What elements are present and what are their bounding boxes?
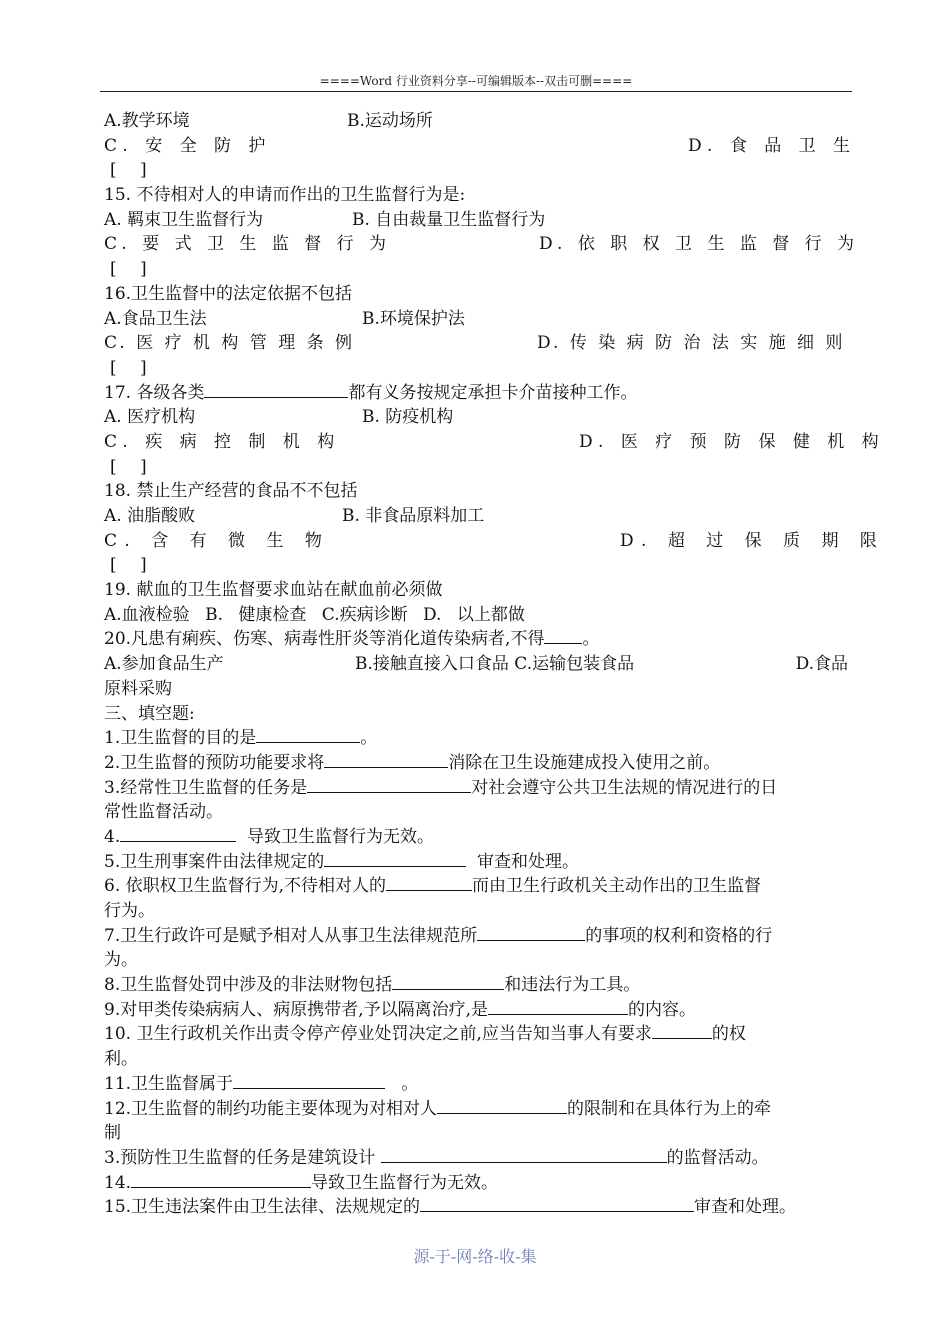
q20-options-cont: 原料采购 <box>104 678 172 699</box>
question-17 <box>104 381 848 406</box>
fill-blank[interactable] <box>324 865 466 867</box>
fill-10 <box>104 1022 848 1047</box>
question-text: 对社会遵守公共卫生法规的情况进行的日 <box>471 777 778 798</box>
question-text: 12.卫生监督的制约功能主要体现为对相对人 <box>104 1098 438 1119</box>
question-text: 3.经常性卫生监督的任务是 <box>104 777 308 798</box>
fill-11 <box>104 1072 848 1097</box>
option-d: D. 医 疗 预 防 保 健 机 构 <box>579 431 885 452</box>
answer-bracket: [ ] <box>110 160 147 181</box>
fill-blank[interactable] <box>256 741 360 743</box>
question-text: 的权 <box>711 1024 746 1045</box>
question-text: 14. <box>104 1172 132 1193</box>
question-text: 5.卫生刑事案件由法律规定的 <box>104 851 325 872</box>
option-b: B.环境保护法 <box>362 308 465 329</box>
fill-blank[interactable] <box>544 642 582 644</box>
option-c: C. 医 疗 机 构 管 理 条 例 <box>104 333 356 354</box>
option-a: A.教学环境 <box>104 111 190 131</box>
q14-options-cd <box>104 134 857 159</box>
fill-blank[interactable] <box>120 840 236 842</box>
answer-bracket: [ ] <box>110 555 147 576</box>
question-text: 10. 卫生行政机关作出责令停产停业处罚决定之前,应当告知当事人有要求 <box>104 1024 652 1045</box>
option-d: D. 依 职 权 卫 生 监 督 行 为 <box>539 234 860 255</box>
question-text: 2.卫生监督的预防功能要求将 <box>104 752 325 773</box>
fill-blank[interactable] <box>437 1112 567 1114</box>
document-body <box>104 109 885 1220</box>
fill-6 <box>104 874 848 899</box>
fill-1 <box>104 726 848 751</box>
option-bc: B.接触直接入口食品 C.运输包装食品 <box>355 654 635 675</box>
answer-bracket: [ ] <box>110 456 147 477</box>
option-b: B. 非食品原料加工 <box>342 506 485 526</box>
fill-blank[interactable] <box>488 1013 628 1015</box>
question-text: 7.卫生行政许可是赋予相对人从事卫生法律规范所 <box>104 925 478 946</box>
question-text: 审查和处理。 <box>477 851 580 872</box>
option-b: B. 自由裁量卫生监督行为 <box>352 209 546 230</box>
question-text: 而由卫生行政机关主动作出的卫生监督 <box>472 876 762 897</box>
q19-options: A.血液检验 B. 健康检查 C.疾病诊断 D. 以上都做 <box>104 604 525 625</box>
question-text: 都有义务按规定承担卡介苗接种工作。 <box>348 382 638 403</box>
q17-options-ab <box>104 405 848 430</box>
question-text: 11.卫生监督属于 <box>104 1073 234 1094</box>
question-text: 。 <box>401 1073 419 1094</box>
q15-options-cd <box>104 232 860 257</box>
question-text: 的事项的权利和资格的行 <box>585 925 773 946</box>
fill-12 <box>104 1097 848 1122</box>
option-b: B. 防疫机构 <box>362 407 454 428</box>
question-text: 8.卫生监督处罚中涉及的非法财物包括 <box>104 975 393 996</box>
option-d: D.食品 <box>795 654 848 675</box>
question-text: 导致卫生监督行为无效。 <box>311 1172 499 1193</box>
q16-options-cd <box>104 331 848 356</box>
fill-9 <box>104 998 848 1023</box>
question-text: 15.卫生违法案件由卫生法律、法规规定的 <box>104 1197 421 1218</box>
fill-13 <box>104 1146 848 1171</box>
option-a: A.参加食品生产 <box>104 654 224 675</box>
fill-10-cont: 利。 <box>104 1049 138 1070</box>
fill-4 <box>104 825 848 850</box>
answer-bracket: [ ] <box>110 357 147 378</box>
option-c: C. 疾 病 控 制 机 构 <box>104 431 341 452</box>
fill-blank[interactable] <box>204 396 348 398</box>
q18-options-ab <box>104 504 848 529</box>
question-text: 9.对甲类传染病病人、病原携带者,予以隔离治疗,是 <box>104 999 489 1020</box>
option-a: A. 羁束卫生监督行为 <box>104 209 264 230</box>
question-16: 16.卫生监督中的法定依据不包括 <box>104 283 353 304</box>
question-text: 。 <box>582 629 600 650</box>
question-19: 19. 献血的卫生监督要求血站在献血前必须做 <box>104 580 443 601</box>
option-d: D. 传 染 病 防 治 法 实 施 细 则 <box>537 333 846 354</box>
fill-2 <box>104 751 848 776</box>
fill-blank[interactable] <box>307 791 471 793</box>
question-text: 消除在卫生设施建成投入使用之前。 <box>448 752 721 773</box>
fill-blank[interactable] <box>420 1210 694 1212</box>
option-c: C. 安 全 防 护 <box>104 135 272 156</box>
question-18: 18. 禁止生产经营的食品不不包括 <box>104 481 358 502</box>
fill-15 <box>104 1195 848 1220</box>
fill-blank[interactable] <box>233 1087 385 1089</box>
option-c: C. 要 式 卫 生 监 督 行 为 <box>104 234 392 255</box>
q20-options <box>104 652 848 677</box>
q18-options-cd <box>104 529 885 554</box>
fill-blank[interactable] <box>386 889 472 891</box>
question-text: 4. <box>104 826 121 847</box>
fill-7 <box>104 924 848 949</box>
question-text: 6. 依职权卫生监督行为,不待相对人的 <box>104 876 387 897</box>
option-d: D. 食 品 卫 生 <box>688 135 857 156</box>
fill-5 <box>104 850 848 875</box>
question-text: 20.凡患有痢疾、伤寒、病毒性肝炎等消化道传染病者,不得 <box>104 629 545 650</box>
fill-blank[interactable] <box>324 766 448 768</box>
question-text: 的限制和在具体行为上的牵 <box>567 1098 772 1119</box>
page-header: ====Word 行业资料分享--可编辑版本--双击可删==== <box>100 72 852 92</box>
question-text: 的监督活动。 <box>666 1147 769 1168</box>
fill-8 <box>104 973 848 998</box>
question-text: 导致卫生监督行为无效。 <box>247 826 435 847</box>
question-text: 17. 各级各类 <box>104 382 205 403</box>
option-a: A. 医疗机构 <box>104 407 196 428</box>
question-text: 和违法行为工具。 <box>504 975 641 996</box>
question-15: 15. 不待相对人的申请而作出的卫生监督行为是: <box>104 185 466 206</box>
fill-7-cont: 为。 <box>104 950 138 971</box>
q17-options-cd <box>104 430 885 455</box>
fill-blank[interactable] <box>477 939 585 941</box>
option-b: B.运动场所 <box>347 111 433 131</box>
fill-3-cont: 常性监督活动。 <box>104 802 223 823</box>
fill-blank[interactable] <box>652 1037 712 1039</box>
q16-options-ab <box>104 307 848 332</box>
question-text: 审查和处理。 <box>694 1197 797 1218</box>
fill-blank[interactable] <box>131 1186 311 1188</box>
option-c: C. 含 有 微 生 物 <box>104 530 330 551</box>
fill-6-cont: 行为。 <box>104 901 155 921</box>
option-d: D. 超 过 保 质 期 限 <box>620 530 885 551</box>
section-heading: 三、填空题: <box>104 703 195 724</box>
fill-blank[interactable] <box>381 1161 667 1163</box>
fill-blank[interactable] <box>392 988 504 990</box>
page-footer: 源-于-网-络-收-集 <box>413 1247 537 1266</box>
q14-options-ab <box>104 109 848 134</box>
question-text: 。 <box>360 728 378 749</box>
option-a: A. 油脂酸败 <box>104 506 196 526</box>
question-text: 1.卫生监督的目的是 <box>104 728 257 749</box>
q15-options-ab <box>104 208 848 233</box>
fill-12-cont: 制 <box>104 1123 121 1144</box>
answer-bracket: [ ] <box>110 259 147 280</box>
question-text: 3.预防性卫生监督的任务是建筑设计 <box>104 1147 376 1168</box>
question-text: 的内容。 <box>628 999 697 1020</box>
question-20 <box>104 627 848 652</box>
fill-3 <box>104 776 848 801</box>
fill-14 <box>104 1171 848 1196</box>
option-a: A.食品卫生法 <box>104 308 207 329</box>
